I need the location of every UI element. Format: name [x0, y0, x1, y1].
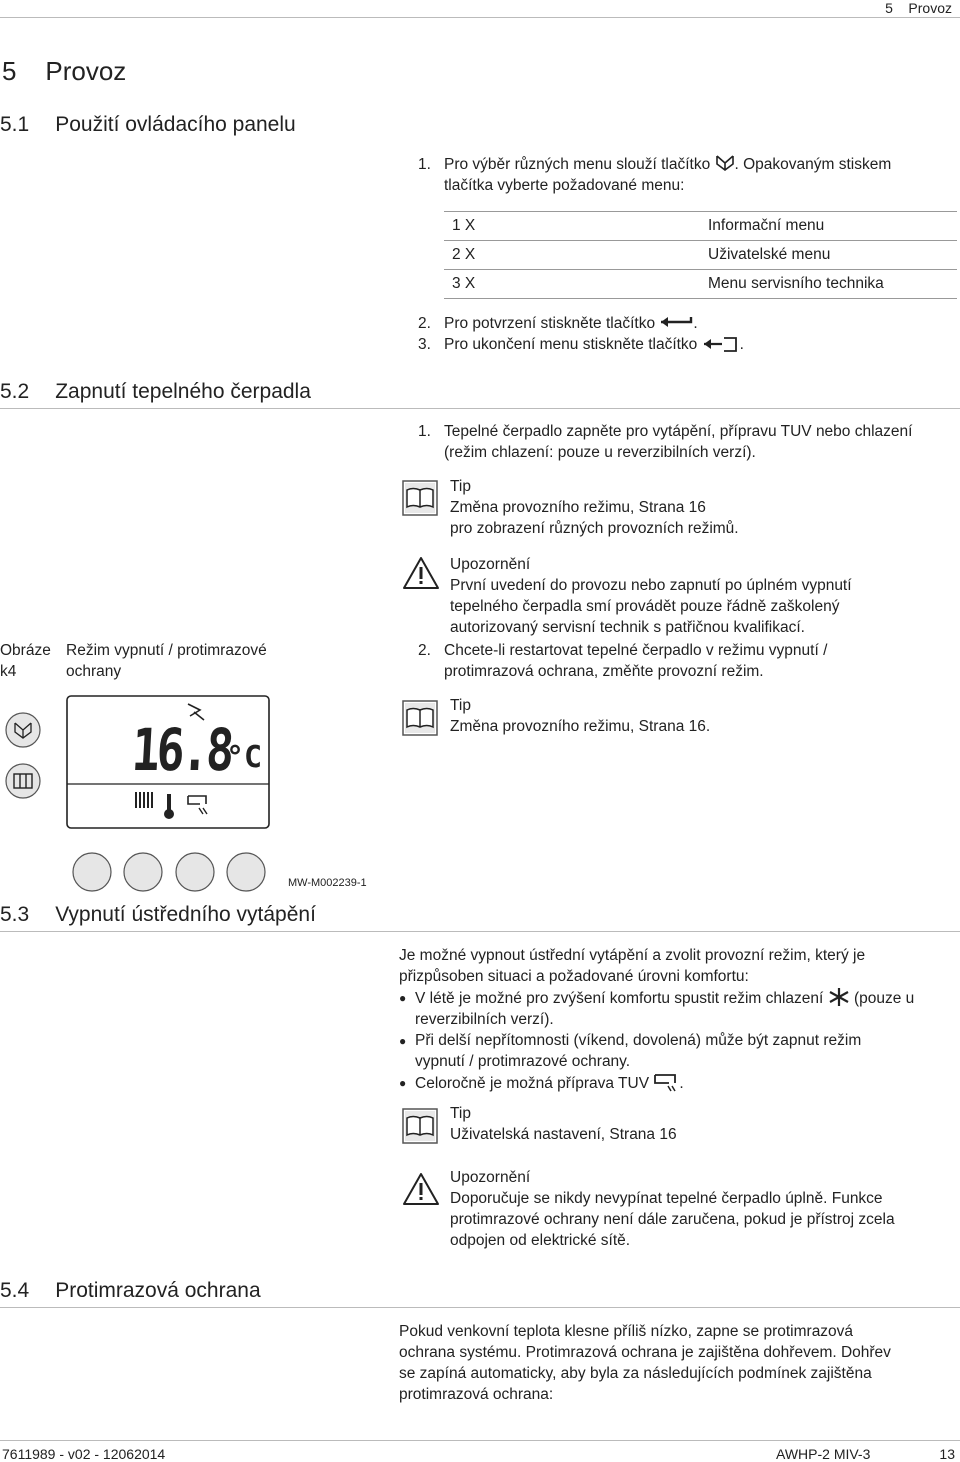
section-rule: [0, 931, 960, 932]
section-title: Protimrazová ochrana: [55, 1279, 261, 1302]
display-value: 16.8: [130, 716, 233, 784]
warning-text: První uvedení do provozu nebo zapnutí po úplném vypnutí: [450, 577, 852, 594]
chapter-title: [2, 56, 126, 87]
warning-text: protimrazové ochrany není dále zaručena, pokud je přístroj zcela: [450, 1211, 895, 1228]
paragraph-line: se zapíná automaticky, aby byla za následujících podmínek zajištěna: [399, 1365, 872, 1382]
warning-text: odpojen od elektrické sítě.: [450, 1232, 631, 1249]
step-text: Tepelné čerpadlo zapněte pro vytápění, přípravu TUV nebo chlazení: [444, 423, 913, 440]
menu-table: [444, 211, 957, 299]
list-text: Při delší nepřítomnosti (víkend, dovolená) může být zapnut režim: [415, 1032, 862, 1049]
section-5-1-heading: [0, 113, 296, 137]
section-number: 5.1: [0, 113, 30, 136]
tip-3: [450, 1103, 677, 1145]
list-item: [399, 1030, 959, 1072]
paragraph-line: ochrana systému. Protimrazová ochrana je zajištěna dohřevem. Dohřev: [399, 1344, 891, 1361]
step-text: Chcete-li restartovat tepelné čerpadlo v režimu vypnutí /: [444, 642, 828, 659]
running-header: [885, 0, 952, 16]
book-icon: [402, 700, 438, 736]
menu-name: Informační menu: [700, 212, 957, 241]
confirm-arrow-icon: [659, 315, 693, 329]
table-row: [444, 212, 957, 241]
dot: .: [739, 336, 744, 353]
step-text: (režim chlazení: pouze u reverzibilních verzí).: [444, 444, 756, 461]
section-5-2-heading: [0, 380, 311, 404]
section-5-3-heading: [0, 903, 316, 927]
step-text: protimrazová ochrana, změňte provozní režim.: [444, 663, 764, 680]
snowflake-icon: [828, 987, 850, 1007]
s52-step1: 1. Tepelné čerpadlo zapněte pro vytápění, přípravu TUV nebo chlazení (režim chlazení: pouze u reverzibilních verzí).: [418, 423, 913, 461]
tip-2: [450, 695, 710, 737]
panel-button-3[interactable]: [176, 853, 214, 891]
exit-arrow-icon: [702, 335, 740, 353]
footer-doc-id: 7611989 - v02 - 12062014: [2, 1446, 166, 1462]
tip-1: [450, 476, 739, 539]
warning-title: Upozornění: [450, 1169, 531, 1186]
figure-caption: [66, 640, 267, 682]
tip-text: Uživatelská nastavení, Strana 16: [450, 1126, 677, 1143]
s51-step2: 2. Pro potvrzení stiskněte tlačítko .: [418, 315, 698, 332]
warning-1: [450, 554, 852, 638]
section-title: Použití ovládacího panelu: [55, 113, 296, 136]
warning-icon: [402, 556, 440, 595]
step-text: Pro ukončení menu stiskněte tlačítko: [444, 336, 698, 353]
step-text: Pro potvrzení stiskněte tlačítko: [444, 315, 656, 332]
list-item: [399, 987, 959, 1030]
figure-label: [0, 640, 51, 682]
figure-reference: MW-M002239-1: [288, 877, 367, 889]
menu-button-icon: [715, 154, 735, 172]
section-number: 5.4: [0, 1279, 30, 1302]
footer-rule: [0, 1440, 960, 1441]
warning-text: autorizovaný servisní technik s patřičnou kvalifikací.: [450, 619, 805, 636]
header-chapter-title: Provoz: [908, 0, 952, 16]
menu-name: Menu servisního technika: [700, 270, 957, 299]
display-unit: °C: [226, 740, 263, 775]
step-text: Pro výběr různých menu slouží tlačítko: [444, 156, 711, 173]
mode-side-button[interactable]: [6, 764, 40, 798]
warning-text: tepelného čerpadla smí provádět pouze řádně zaškolený: [450, 598, 840, 615]
section-rule: [0, 1307, 960, 1308]
list-text: vypnutí / protimrazové ochrany.: [415, 1053, 631, 1070]
menu-name: Uživatelské menu: [700, 241, 957, 270]
press-count: 3 X: [444, 270, 700, 299]
tip-text: Změna provozního režimu, Strana 16.: [450, 718, 711, 735]
section-number: 5.2: [0, 380, 30, 403]
bullet-icon: ●: [399, 1034, 407, 1048]
s54-body: [399, 1321, 959, 1405]
step-text: tlačítka vyberte požadované menu:: [444, 177, 685, 194]
paragraph-line: Pokud venkovní teplota klesne příliš nízko, zapne se protimrazová: [399, 1323, 854, 1340]
list-text: (pouze u: [853, 990, 915, 1007]
table-row: [444, 270, 957, 299]
s52-step2: 2. Chcete-li restartovat tepelné čerpadlo v režimu vypnutí / protimrazová ochrana, změňte provozní režim.: [418, 642, 828, 680]
paragraph-line: přizpůsoben situaci a požadované úrovni komfortu:: [399, 968, 749, 985]
tip-title: Tip: [450, 1105, 471, 1122]
press-count: 2 X: [444, 241, 700, 270]
paragraph-line: Je možné vypnout ústřední vytápění a zvolit provozní režim, který je: [399, 947, 866, 964]
panel-button-1[interactable]: [73, 853, 111, 891]
paragraph-line: protimrazová ochrana:: [399, 1386, 554, 1403]
warning-icon: [402, 1172, 440, 1211]
s51-step3: 3. Pro ukončení menu stiskněte tlačítko .: [418, 336, 744, 353]
bullet-icon: ●: [399, 1076, 407, 1090]
chapter-title-text: Provoz: [45, 56, 127, 86]
footer-product: AWHP-2 MIV-3: [776, 1446, 871, 1462]
chapter-number: 5: [2, 56, 17, 86]
book-icon: [402, 480, 438, 516]
table-row: [444, 241, 957, 270]
tap-water-icon: [653, 1072, 679, 1092]
bullet-icon: ●: [399, 991, 407, 1005]
step-text: . Opakovaným stiskem: [734, 156, 892, 173]
figure-label-text: k4: [0, 663, 17, 680]
section-rule: [0, 408, 960, 409]
section-number: 5.3: [0, 903, 30, 926]
s51-step1: 1. Pro výběr různých menu slouží tlačítko . Opakovaným stiskem tlačítka vyberte požadované menu:: [418, 156, 892, 194]
tip-title: Tip: [450, 478, 471, 495]
footer-page-number: 13: [939, 1446, 955, 1462]
figure-caption-text: Režim vypnutí / protimrazové: [66, 642, 267, 659]
section-5-4-heading: [0, 1279, 261, 1303]
list-item: ● Celoročně je možná příprava TUV .: [399, 1072, 959, 1094]
panel-button-2[interactable]: [124, 853, 162, 891]
tip-title: Tip: [450, 697, 471, 714]
section-title: Zapnutí tepelného čerpadla: [55, 380, 311, 403]
s53-body: [399, 945, 959, 1094]
figure-caption-text: ochrany: [66, 663, 122, 680]
warning-text: Doporučuje se nikdy nevypínat tepelné čerpadlo úplně. Funkce: [450, 1190, 883, 1207]
figure-label-text: Obráze: [0, 642, 51, 659]
panel-button-4[interactable]: [227, 853, 265, 891]
header-chapter: 5: [885, 0, 893, 16]
menu-side-button[interactable]: [6, 713, 40, 747]
dot: .: [693, 315, 698, 332]
list-text: reverzibilních verzí).: [415, 1011, 554, 1028]
warning-title: Upozornění: [450, 556, 531, 573]
warning-2: [450, 1167, 895, 1251]
list-text: V létě je možné pro zvýšení komfortu spustit režim chlazení: [415, 990, 824, 1007]
tip-text: Změna provozního režimu, Strana 16: [450, 499, 706, 516]
book-icon: [402, 1108, 438, 1144]
tip-text: pro zobrazení různých provozních režimů.: [450, 520, 739, 537]
section-title: Vypnutí ústředního vytápění: [55, 903, 316, 926]
list-text: Celoročně je možná příprava TUV: [415, 1075, 650, 1092]
header-rule: [0, 17, 960, 18]
press-count: 1 X: [444, 212, 700, 241]
